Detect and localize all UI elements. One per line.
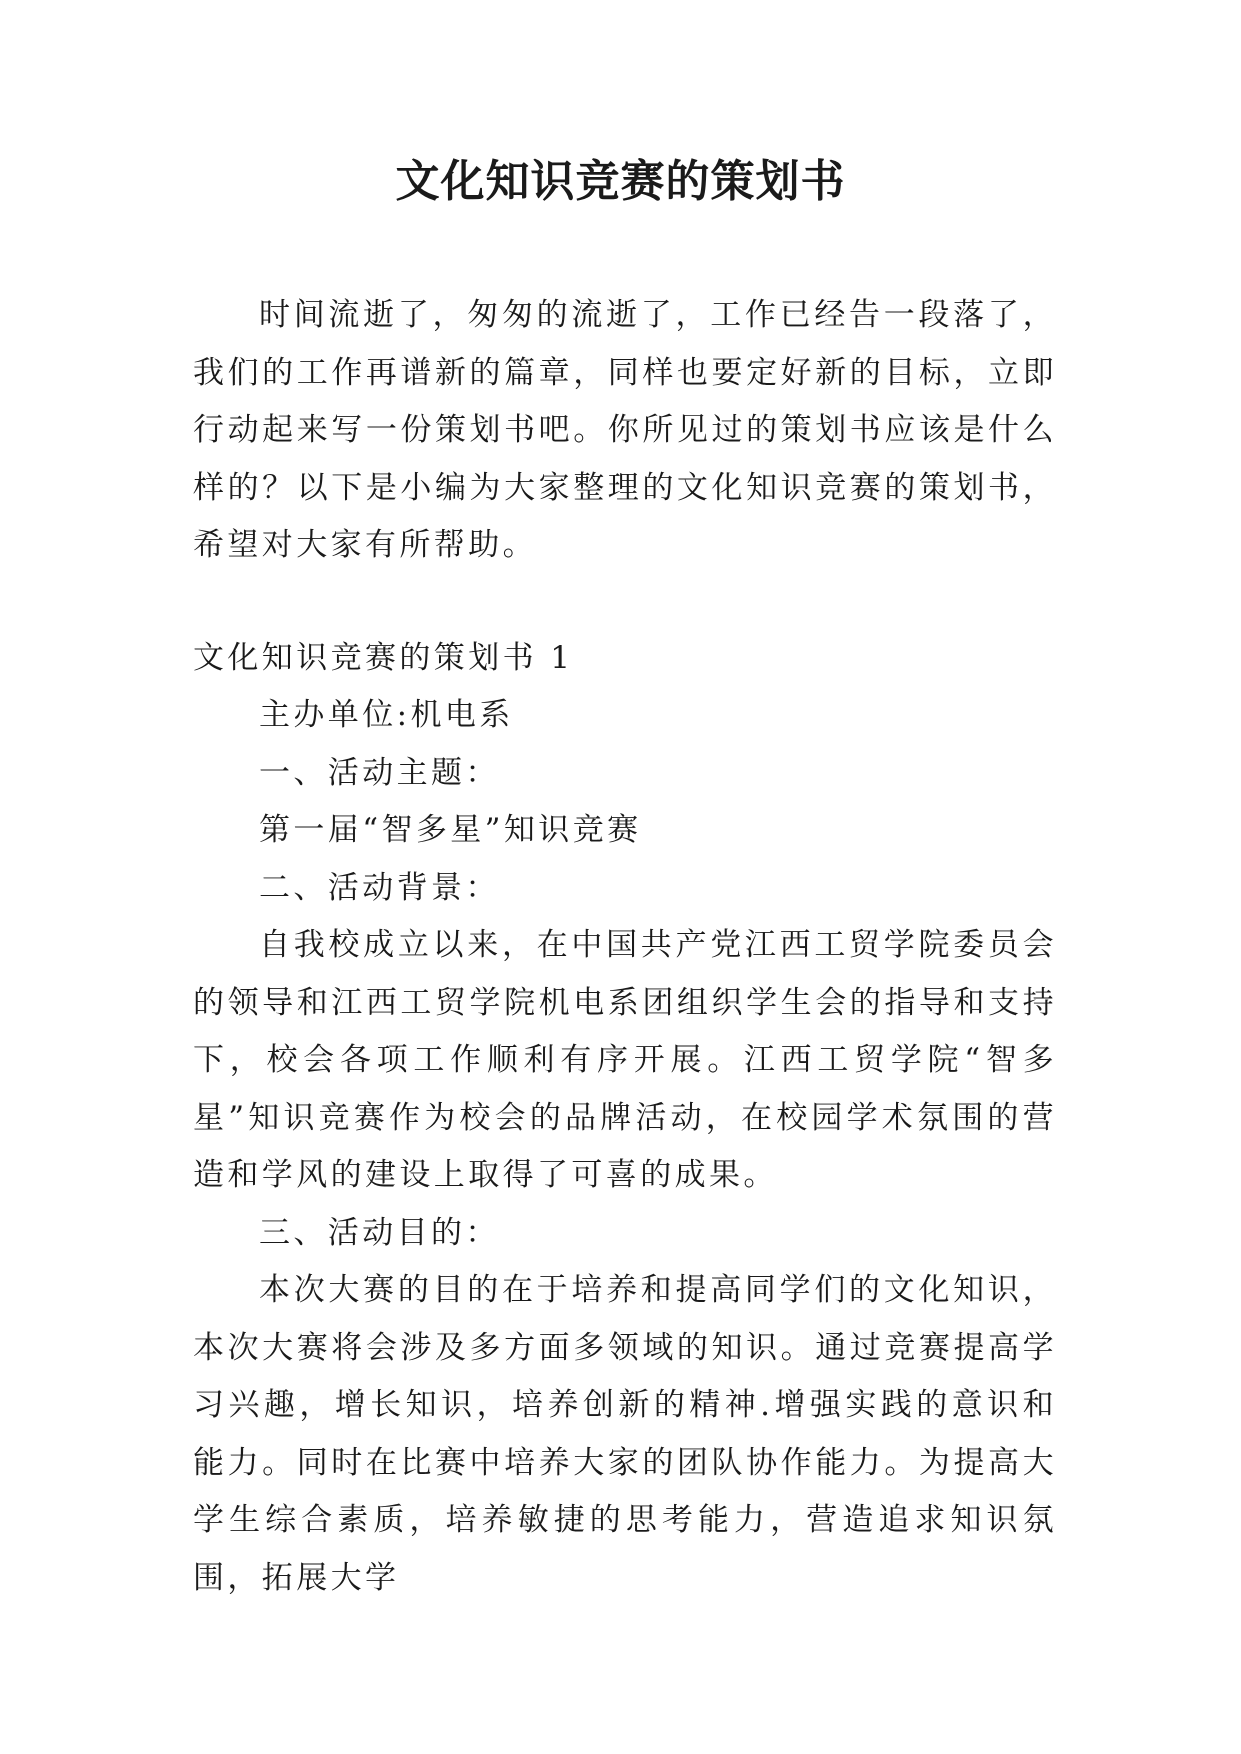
background-heading: 二、活动背景： — [259, 869, 500, 906]
intro-paragraph: 时间流逝了，匆匆的流逝了，工作已经告一段落了，我们的工作再谱新的篇章，同样也要定好新的目标，立即行动起来写一份策划书吧。你所见过的策划书应该是什么样的？以下是小编为大家整理的文化知识竞赛的策划书，希望对大家有所帮助。 — [193, 297, 1057, 563]
purpose-heading: 三、活动目的： — [259, 1214, 500, 1251]
background-paragraph: 自我校成立以来，在中国共产党江西工贸学院委员会的领导和江西工贸学院机电系团组织学生会的指导和支持下，校会各项工作顺利有序开展。江西工贸学院“智多星”知识竞赛作为校会的品牌活动，在校园学术氛围的营造和学风的建设上取得了可喜的成果。 — [193, 927, 1057, 1193]
section-title: 文化知识竞赛的策划书 1 — [193, 639, 574, 676]
theme-heading: 一、活动主题： — [259, 754, 500, 791]
host-line: 主办单位:机电系 — [259, 697, 514, 733]
document-body — [193, 287, 1057, 1607]
document-title: 文化知识竞赛的策划书 — [395, 156, 846, 207]
theme-text: 第一届“智多星”知识竞赛 — [259, 812, 642, 848]
purpose-paragraph: 本次大赛的目的在于培养和提高同学们的文化知识，本次大赛将会涉及多方面多领域的知识。通过竞赛提高学习兴趣，增长知识，培养创新的精神.增强实践的意识和能力。同时在比赛中培养大家的团队协作能力。为提高大学生综合素质，培养敏捷的思考能力，营造追求知识氛围，拓展大学 — [193, 1272, 1057, 1596]
